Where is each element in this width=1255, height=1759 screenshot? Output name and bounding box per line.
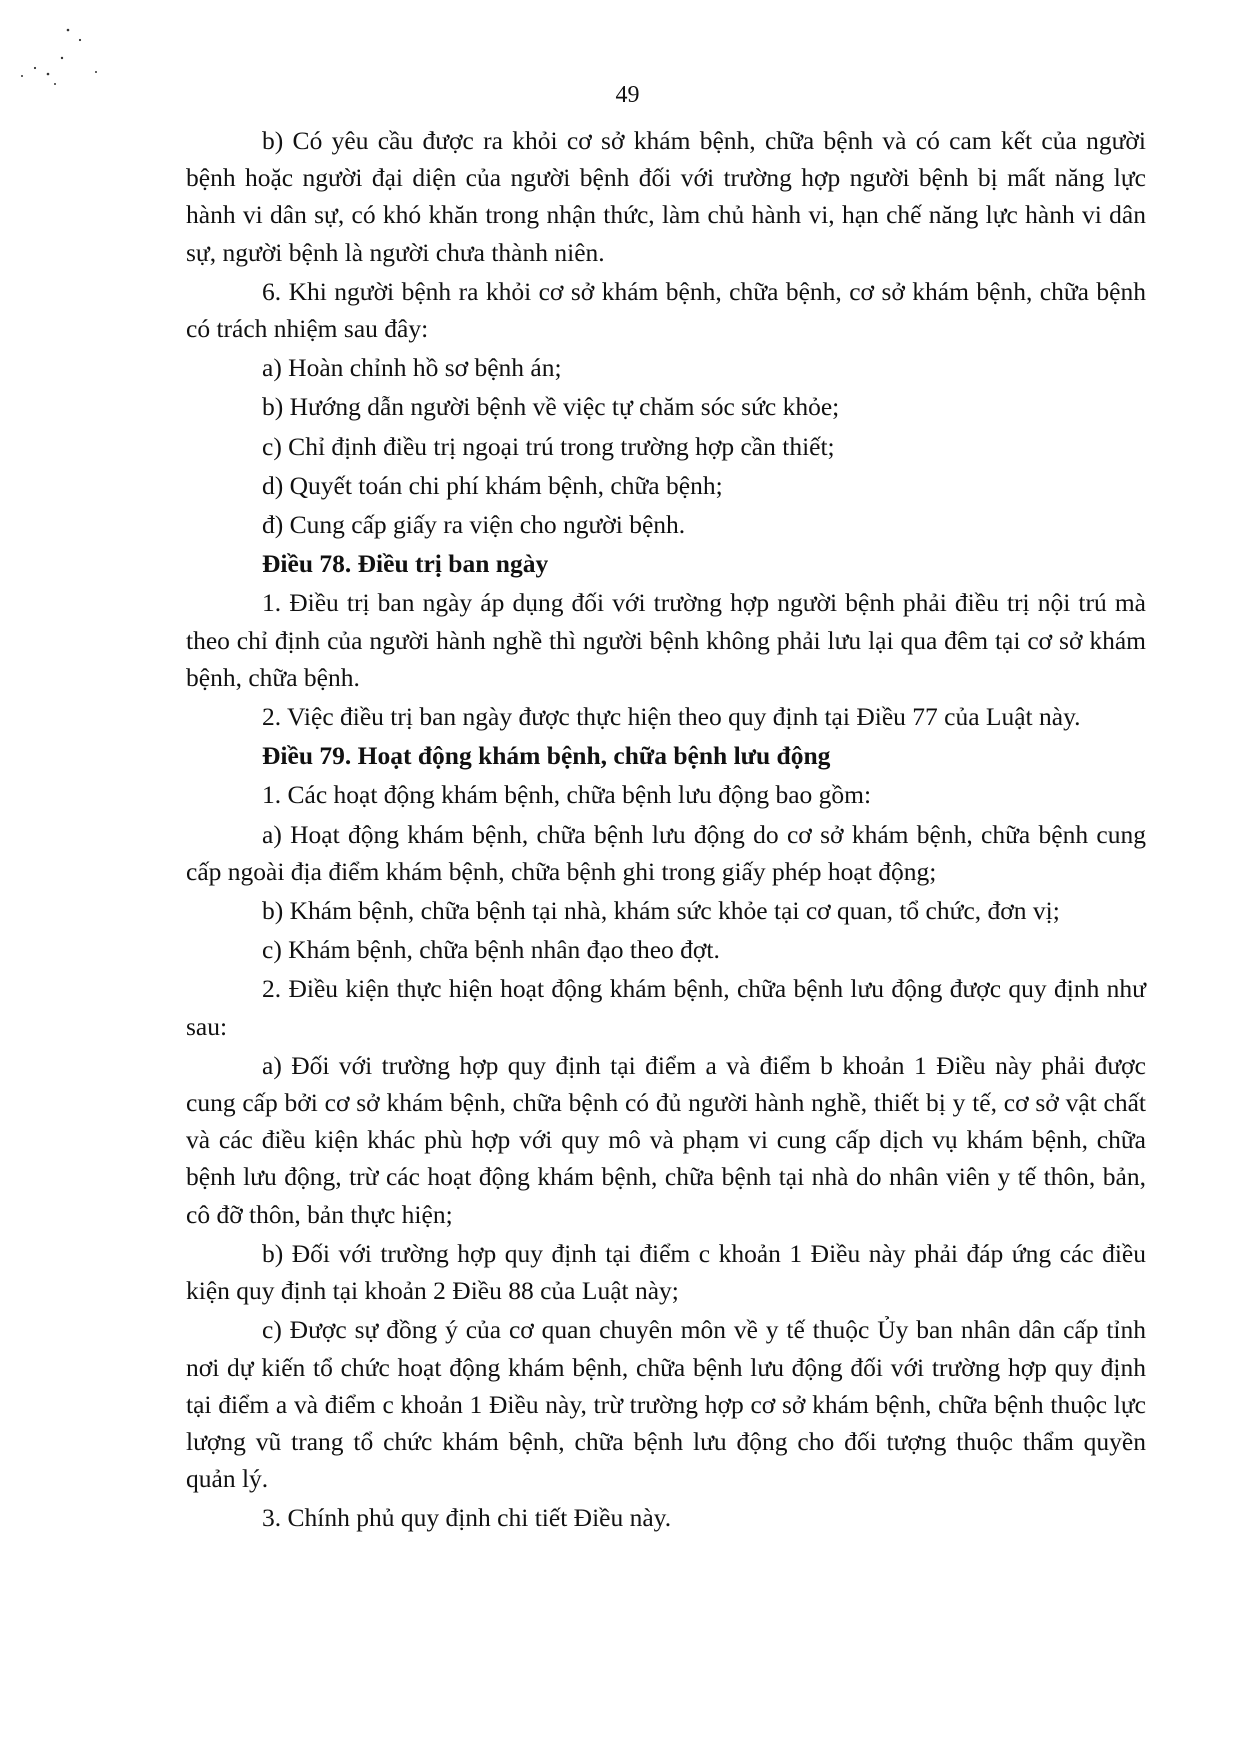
paragraph: 2. Điều kiện thực hiện hoạt động khám bệnh, chữa bệnh lưu động được quy định như sau: xyxy=(186,974,1146,1041)
paragraph: 2. Việc điều trị ban ngày được thực hiện theo quy định tại Điều 77 của Luật này. xyxy=(262,702,1081,732)
paragraph: a) Hoàn chỉnh hồ sơ bệnh án; xyxy=(262,353,562,383)
page-number: 49 xyxy=(615,82,640,108)
paragraph: b) Hướng dẫn người bệnh về việc tự chăm sóc sức khỏe; xyxy=(262,392,840,422)
paragraph: 1. Điều trị ban ngày áp dụng đối với trường hợp người bệnh phải điều trị nội trú mà theo chỉ định của người hành nghề thì người bệnh không phải lưu lại qua đêm tại cơ sở khám bệnh, chữa bệnh. xyxy=(186,588,1146,692)
paragraph: 1. Các hoạt động khám bệnh, chữa bệnh lưu động bao gồm: xyxy=(262,780,872,810)
paragraph: c) Chỉ định điều trị ngoại trú trong trường hợp cần thiết; xyxy=(262,431,835,461)
paragraph: d) Quyết toán chi phí khám bệnh, chữa bệnh; xyxy=(262,470,723,500)
article-heading: Điều 79. Hoạt động khám bệnh, chữa bệnh lưu động xyxy=(262,741,831,771)
document-body xyxy=(186,122,1146,1539)
paragraph: đ) Cung cấp giấy ra viện cho người bệnh. xyxy=(262,510,686,540)
article-heading: Điều 78. Điều trị ban ngày xyxy=(262,549,549,579)
paragraph: b) Đối với trường hợp quy định tại điểm c khoản 1 Điều này phải đáp ứng các điều kiện quy định tại khoản 2 Điều 88 của Luật này; xyxy=(186,1238,1146,1306)
paragraph: b) Có yêu cầu được ra khỏi cơ sở khám bệnh, chữa bệnh và có cam kết của người bệnh hoặc người đại diện của người bệnh đối với trường hợp người bệnh bị mất năng lực hành vi dân sự, có khó khăn trong nhận thức, làm chủ hành vi, hạn chế năng lực hành vi dân sự, người bệnh là người chưa thành niên. xyxy=(186,126,1146,267)
paragraph: 6. Khi người bệnh ra khỏi cơ sở khám bệnh, chữa bệnh, cơ sở khám bệnh, chữa bệnh có trách nhiệm sau đây: xyxy=(186,276,1146,344)
paragraph: b) Khám bệnh, chữa bệnh tại nhà, khám sức khỏe tại cơ quan, tổ chức, đơn vị; xyxy=(262,896,1060,926)
paragraph: c) Được sự đồng ý của cơ quan chuyên môn về y tế thuộc Ủy ban nhân dân cấp tỉnh nơi dự kiến tổ chức hoạt động khám bệnh, chữa bệnh lưu động đối với trường hợp quy định tại điểm a và điểm c khoản 1 Điều này, trừ trường hợp cơ sở khám bệnh, chữa bệnh thuộc lực lượng vũ trang tổ chức khám bệnh, chữa bệnh lưu động cho đối tượng thuộc thẩm quyền quản lý. xyxy=(186,1315,1146,1494)
paragraph: 3. Chính phủ quy định chi tiết Điều này. xyxy=(262,1503,672,1533)
paragraph: c) Khám bệnh, chữa bệnh nhân đạo theo đợt. xyxy=(262,935,720,965)
paragraph: a) Đối với trường hợp quy định tại điểm a và điểm b khoản 1 Điều này phải được cung cấp bởi cơ sở khám bệnh, chữa bệnh có đủ người hành nghề, thiết bị y tế, cơ sở vật chất và các điều kiện khác phù hợp với quy mô và phạm vi cung cấp dịch vụ khám bệnh, chữa bệnh lưu động, trừ các hoạt động khám bệnh, chữa bệnh tại nhà do nhân viên y tế thôn, bản, cô đỡ thôn, bản thực hiện; xyxy=(186,1050,1146,1229)
paragraph: a) Hoạt động khám bệnh, chữa bệnh lưu động do cơ sở khám bệnh, chữa bệnh cung cấp ngoài địa điểm khám bệnh, chữa bệnh ghi trong giấy phép hoạt động; xyxy=(186,819,1146,886)
